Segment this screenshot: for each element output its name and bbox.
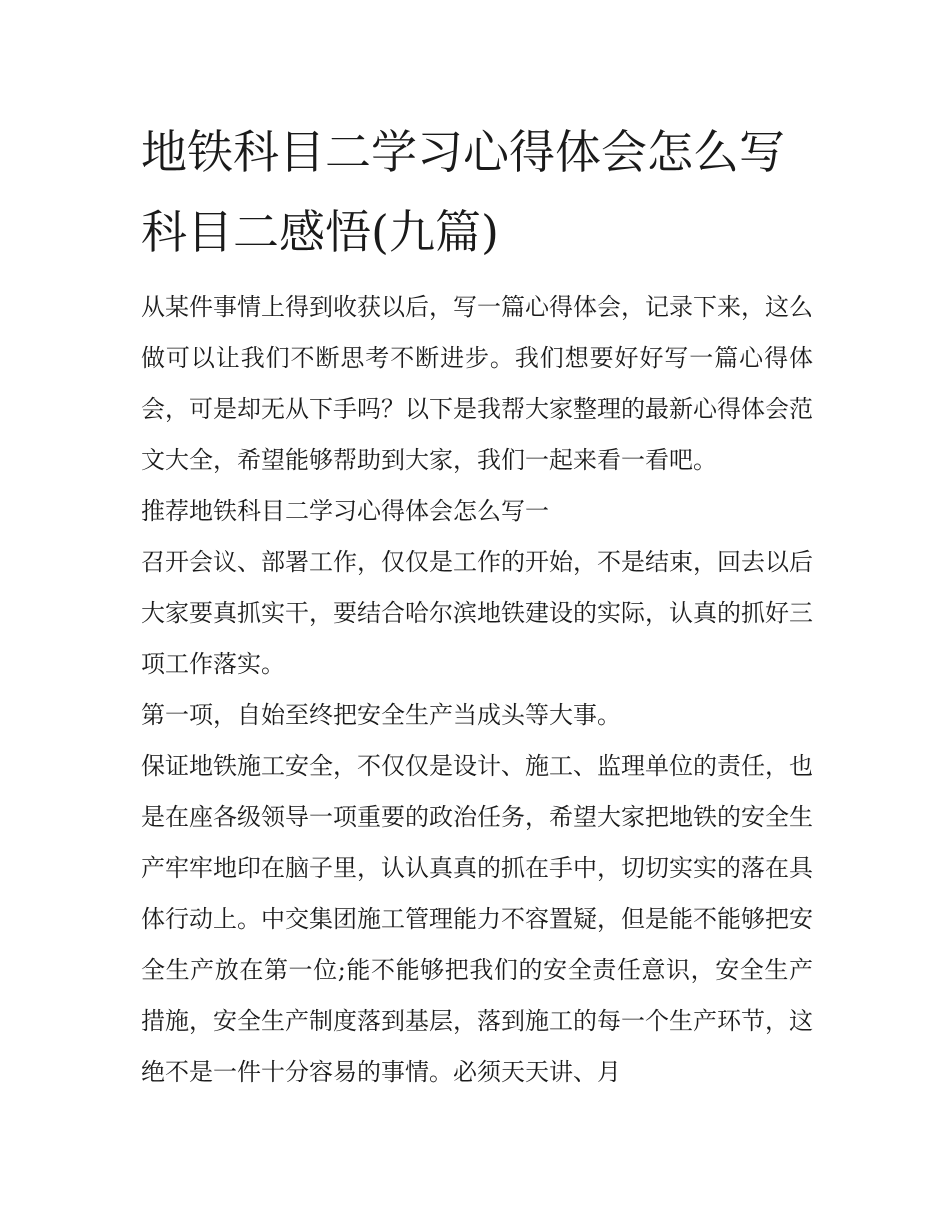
paragraph-section-heading: 推荐地铁科目二学习心得体会怎么写一 [141,497,549,525]
paragraph-safety: 保证地铁施工安全，不仅仅是设计、施工、监理单位的责任，也是在座各级领导一项重要的政治任务，希望大家把地铁的安全生产牢牢地印在脑子里，认认真真的抓在手中，切切实实的落在具体行动上。中交集团施工管理能力不容置疑，但是能不能够把安全生产放在第一位;能不能够把我们的安全责任意识，安全生产措施，安全生产制度落到基层，落到施工的每一个生产环节，这绝不是一件十分容易的事情。必须天天讲、月 [141,752,813,1086]
document-body [141,282,813,1098]
document-page [141,112,813,1098]
document-title: 地铁科目二学习心得体会怎么写 科目二感悟(九篇) [141,125,785,259]
paragraph-intro: 从某件事情上得到收获以后，写一篇心得体会，记录下来，这么做可以让我们不断思考不断进步。我们想要好好写一篇心得体会，可是却无从下手吗？以下是我帮大家整理的最新心得体会范文大全，希望能够帮助到大家，我们一起来看一看吧。 [141,293,813,474]
paragraph-meeting: 召开会议、部署工作，仅仅是工作的开始，不是结束，回去以后大家要真抓实干，要结合哈尔滨地铁建设的实际，认真的抓好三项工作落实。 [141,548,813,678]
paragraph-first-item: 第一项，自始至终把安全生产当成头等大事。 [141,701,621,729]
